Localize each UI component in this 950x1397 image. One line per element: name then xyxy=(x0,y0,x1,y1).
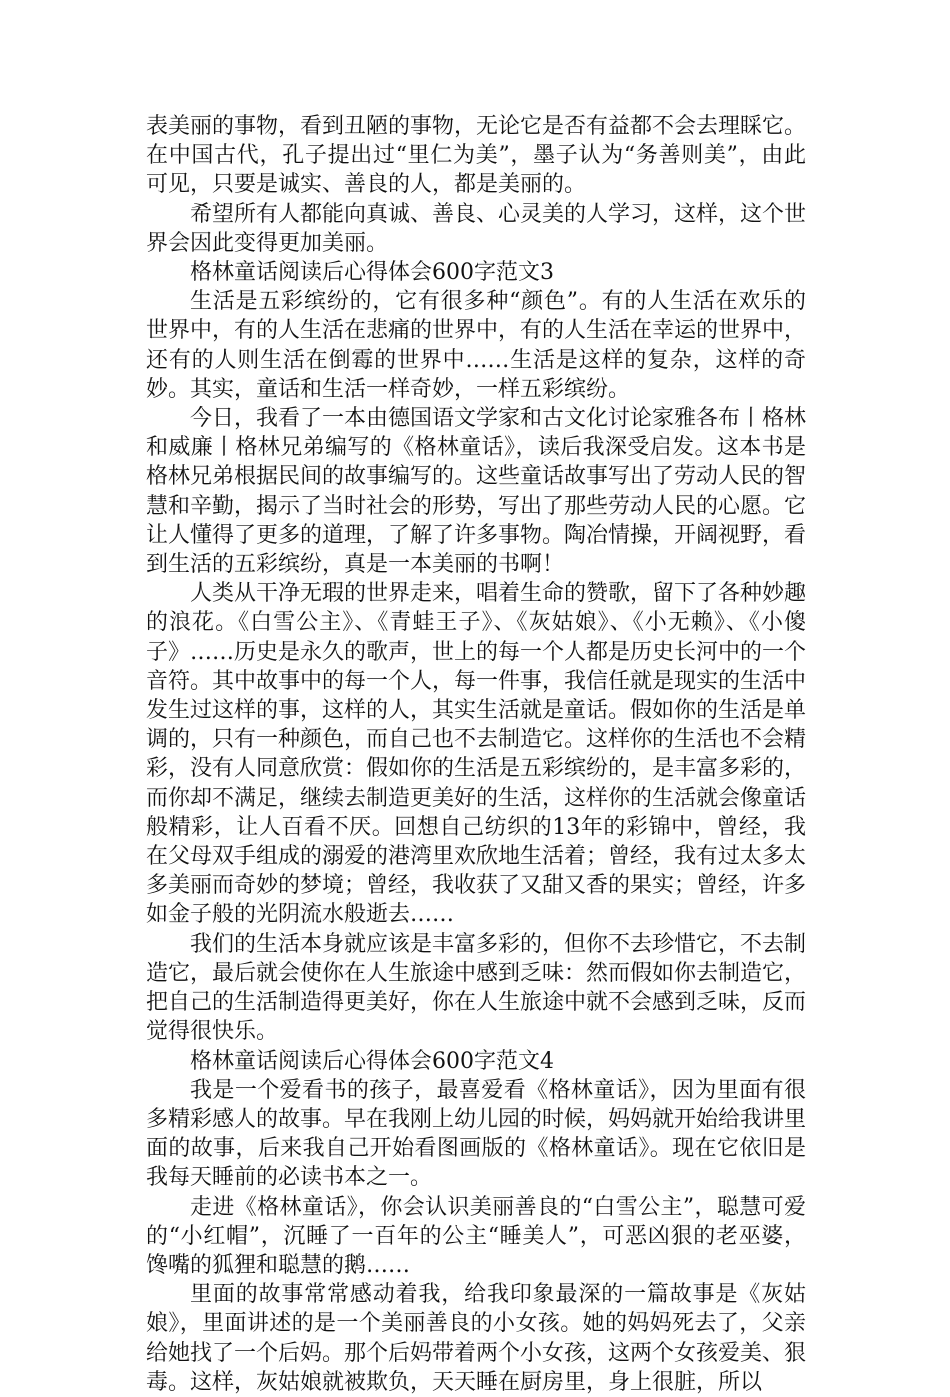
paragraph: 表美丽的事物，看到丑陋的事物，无论它是否有益都不会去理睬它。在中国古代，孔子提出过“里仁为美”，墨子认为“务善则美”，由此可见，只要是诚实、善良的人，都是美丽的。 xyxy=(146,114,807,198)
paragraph: 人类从干净无瑕的世界走来，唱着生命的赞歌，留下了各种妙趣的浪花。《白雪公主》、《青蛙王子》、《灰姑娘》、《小无赖》、《小傻子》……历史是永久的歌声，世上的每一个人都是历史长河中的一个音符。其中故事中的每一个人，每一件事，我信任就是现实的生活中发生过这样的事，这样的人，其实生活就是童话。假如你的生活是单调的，只有一种颜色，而自己也不去制造它。这样你的生活也不会精彩，没有人同意欣赏：假如你的生活是五彩缤纷的，是丰富多彩的，而你却不满足，继续去制造更美好的生活，这样你的生活就会像童话般精彩，让人百看不厌。回想自己纺织的13年的彩锦中，曾经，我在父母双手组成的溺爱的港湾里欢欣地生活着；曾经，我有过太多太多美丽而奇妙的梦境；曾经，我收获了又甜又香的果实；曾经，许多如金子般的光阴流水般逝去…… xyxy=(146,581,807,928)
section-heading: 格林童话阅读后心得体会600字范文3 xyxy=(190,260,554,286)
paragraph: 生活是五彩缤纷的，它有很多种“颜色”。有的人生活在欢乐的世界中，有的人生活在悲痛的世界中，有的人生活在幸运的世界中，还有的人则生活在倒霉的世界中……生活是这样的复杂，这样的奇妙。其实，童话和生活一样奇妙，一样五彩缤纷。 xyxy=(146,289,807,402)
paragraph: 希望所有人都能向真诚、善良、心灵美的人学习，这样，这个世界会因此变得更加美丽。 xyxy=(146,201,807,256)
paragraph: 走进《格林童话》，你会认识美丽善良的“白雪公主”，聪慧可爱的“小红帽”，沉睡了一百年的公主“睡美人”，可恶凶狠的老巫婆，馋嘴的狐狸和聪慧的鹅…… xyxy=(146,1194,806,1278)
paragraph: 我是一个爱看书的孩子，最喜爱看《格林童话》，因为里面有很多精彩感人的故事。早在我刚上幼儿园的时候，妈妈就开始给我讲里面的故事，后来我自己开始看图画版的《格林童话》。现在它依旧是我每天睡前的必读书本之一。 xyxy=(146,1077,807,1191)
paragraph: 里面的故事常常感动着我，给我印象最深的一篇故事是《灰姑娘》，里面讲述的是一个美丽善良的小女孩。她的妈妈死去了，父亲给她找了一个后妈。那个后妈带着两个小女孩，这两个女孩爱美、狠毒。这样，灰姑娘就被欺负，天天睡在厨房里，身上很脏，所以 xyxy=(146,1282,807,1395)
paragraph: 今日，我看了一本由德国语文学家和古文化讨论家雅各布丨格林和威廉丨格林兄弟编写的《格林童话》，读后我深受启发。这本书是格林兄弟根据民间的故事编写的。这些童话故事写出了劳动人民的智慧和辛勤，揭示了当时社会的形势，写出了那些劳动人民的心愿。它让人懂得了更多的道理，了解了许多事物。陶冶情操，开阔视野，看到生活的五彩缤纷，真是一本美丽的书啊！ xyxy=(146,406,807,578)
paragraph: 我们的生活本身就应该是丰富多彩的，但你不去珍惜它，不去制造它，最后就会使你在人生旅途中感到乏味：然而假如你去制造它，把自己的生活制造得更美好，你在人生旅途中就不会感到乏味，反而觉得很快乐。 xyxy=(146,931,807,1045)
section-heading: 格林童话阅读后心得体会600字范文4 xyxy=(190,1048,554,1074)
document-body xyxy=(146,112,806,1397)
